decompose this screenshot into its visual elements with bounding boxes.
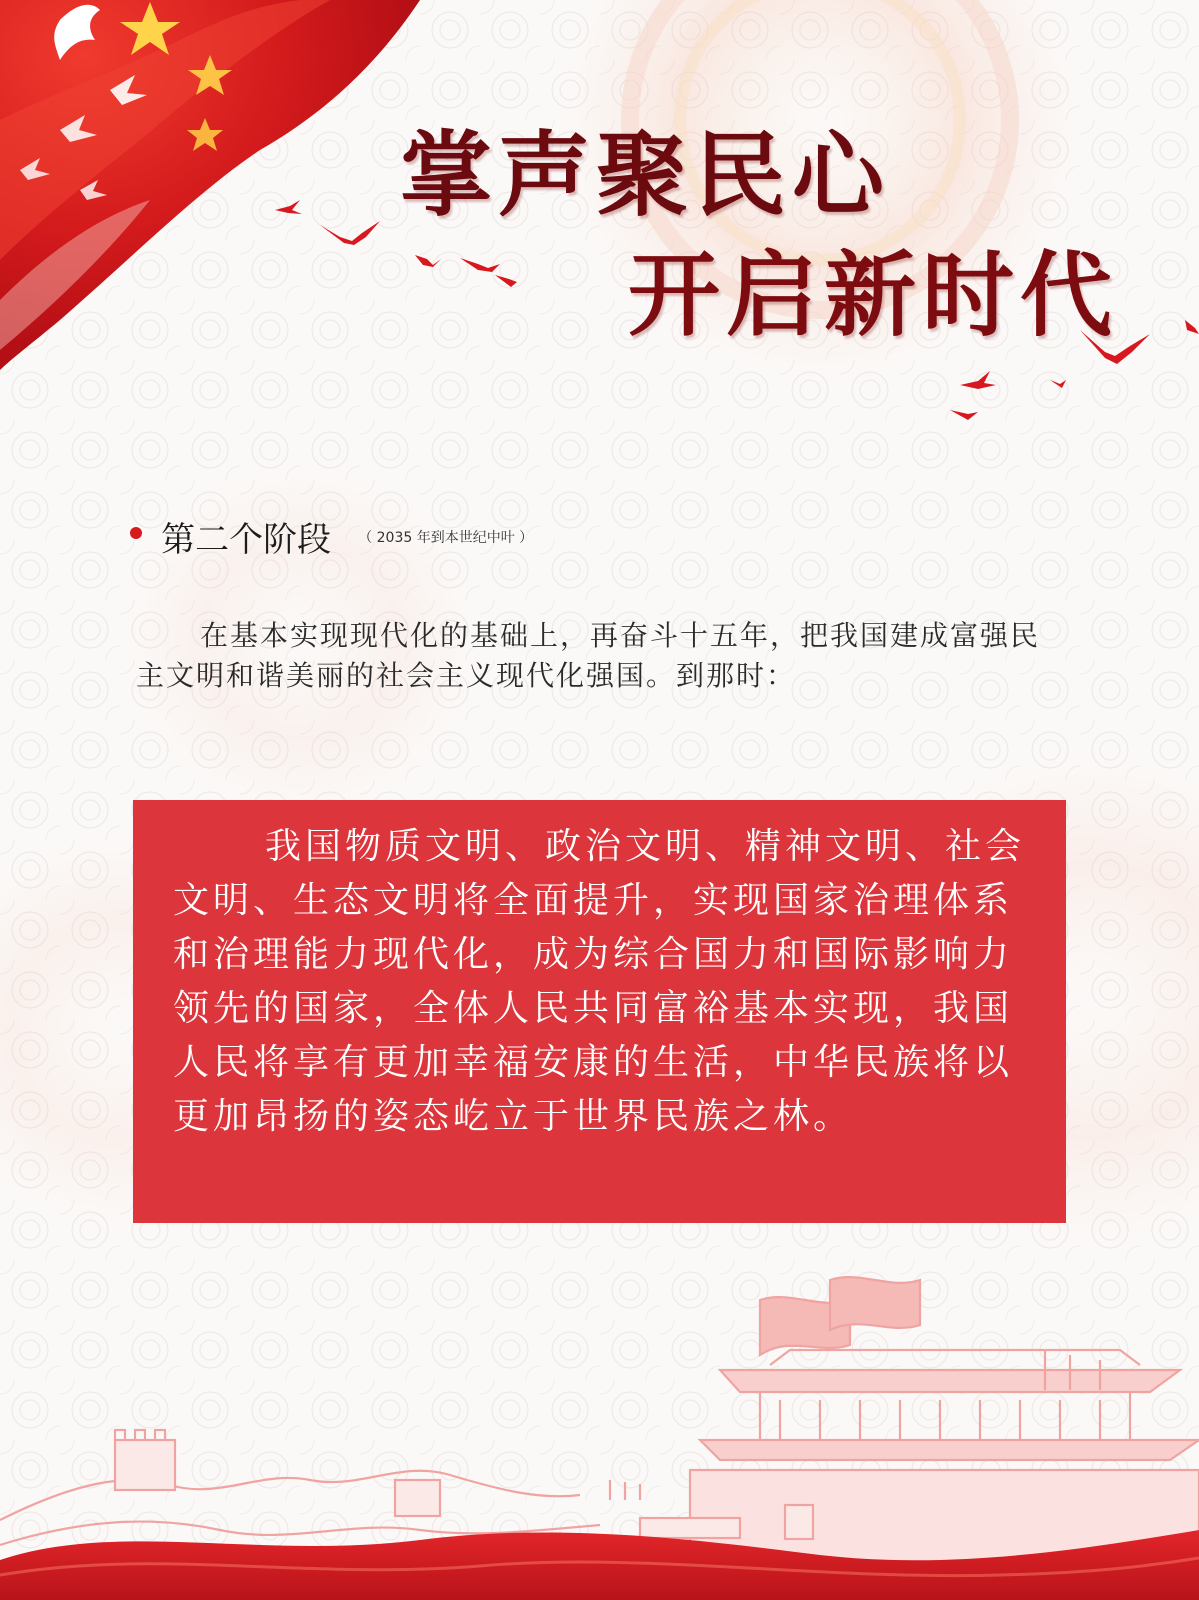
section-heading bbox=[130, 512, 533, 561]
highlight-paragraph: 我国物质文明、政治文明、精神文明、社会文明、生态文明将全面提升，实现国家治理体系和治理能力现代化，成为综合国力和国际影响力领先的国家，全体人民共同富裕基本实现，我国人民将享有更加幸福安康的生活，中华民族将以更加昂扬的姿态屹立于世界民族之林。 bbox=[173, 826, 1026, 1137]
intro-paragraph: 在基本实现现代化的基础上，再奋斗十五年，把我国建成富强民主文明和谐美丽的社会主义现代化强国。到那时： bbox=[136, 619, 1041, 692]
highlight-box bbox=[133, 800, 1066, 1223]
section-title: 第二个阶段 bbox=[161, 520, 332, 560]
headline-line-1: 掌声聚民心 bbox=[400, 121, 891, 229]
headline-line-2: 开启新时代 bbox=[628, 241, 1119, 349]
bullet-icon bbox=[130, 527, 142, 539]
section-subtitle: （ 2035 年到本世纪中叶 ） bbox=[358, 529, 534, 546]
